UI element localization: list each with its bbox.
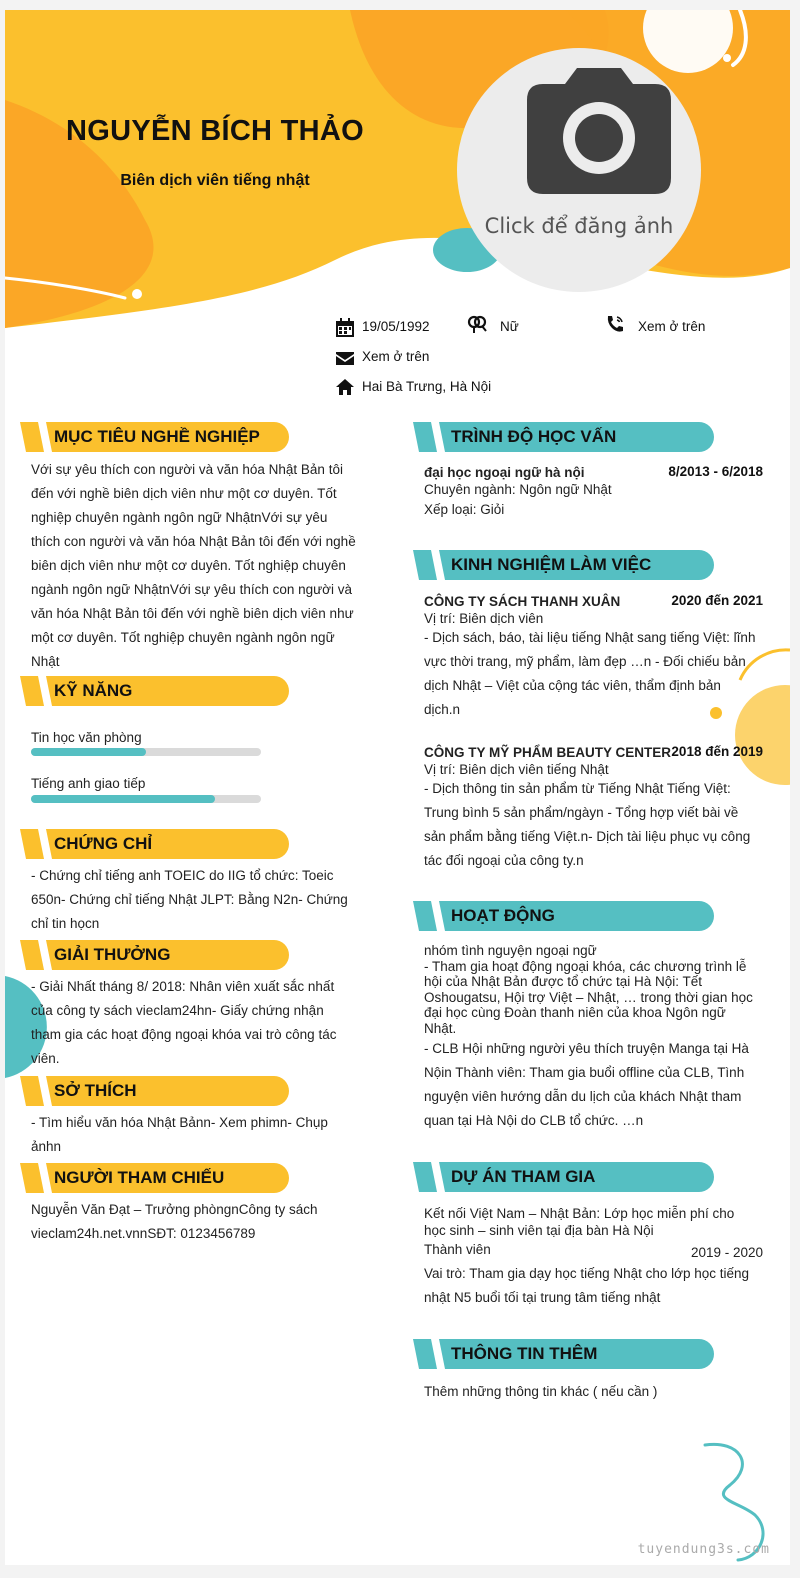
objective-header: [20, 422, 290, 452]
email-value: Xem ở trên: [362, 349, 430, 364]
certificates-title: CHỨNG CHỈ: [54, 834, 153, 853]
project-description: Vai trò: Tham gia dạy học tiếng Nhật cho lớp học tiếng nhật N5 buổi tối tại trung tâm tiếng nhật: [424, 1266, 750, 1305]
education-period: 8/2013 - 6/2018: [668, 464, 763, 479]
gender-icon: [467, 314, 487, 334]
email-icon: [335, 348, 355, 368]
activities-title: HOẠT ĐỘNG: [451, 906, 555, 925]
job-description: - Dịch thông tin sản phẩm từ Tiếng Nhật Tiếng Việt: Trung bình 5 sản phẩm/ngàyn - Tổng hợp viết bài về sản phẩm bằng tiếng Việt.n- Dịch tài liệu phục vụ công tác đối ngoại của công ty.n: [424, 781, 751, 868]
hobbies-header: [20, 1076, 290, 1106]
skill-bar: [31, 795, 261, 803]
projects-header: [413, 1162, 715, 1192]
skills-title: KỸ NĂNG: [54, 681, 133, 700]
gender-value: Nữ: [500, 319, 519, 334]
birthday-value: 19/05/1992: [362, 319, 430, 334]
photo-upload[interactable]: [457, 48, 701, 292]
home-icon: [335, 377, 355, 397]
cv-page: [5, 10, 790, 1565]
job-period: 2018 đến 2019: [671, 744, 763, 759]
experience-header: [413, 550, 715, 580]
job-period: 2020 đến 2021: [671, 593, 763, 608]
experience-title: KINH NGHIỆM LÀM VIỆC: [451, 555, 652, 574]
watermark: tuyendung3s.com: [637, 1542, 770, 1557]
education-header: [413, 422, 715, 452]
job-company: CÔNG TY SÁCH THANH XUÂN: [424, 594, 621, 609]
skill-name: Tiếng anh giao tiếp: [31, 776, 146, 791]
calendar-icon: [335, 318, 355, 338]
hobbies-title: SỞ THÍCH: [54, 1081, 137, 1100]
job-position: Vị trí: Biên dịch viên: [424, 611, 544, 626]
references-header: [20, 1163, 290, 1193]
projects-title: DỰ ÁN THAM GIA: [451, 1167, 596, 1186]
skill-name: Tin học văn phòng: [31, 730, 142, 745]
references-title: NGƯỜI THAM CHIẾU: [54, 1168, 225, 1187]
objective-title: MỤC TIÊU NGHỀ NGHIỆP: [54, 427, 260, 446]
phone-value: Xem ở trên: [638, 319, 706, 334]
activities-header: [413, 901, 715, 931]
candidate-name: NGUYỄN BÍCH THẢO: [65, 115, 365, 147]
candidate-job-title: Biên dịch viên tiếng nhật: [120, 172, 310, 189]
certificates-header: [20, 829, 290, 859]
job-description: - Dịch sách, báo, tài liệu tiếng Nhật sang tiếng Việt: lĩnh vực thời trang, mỹ phẩm, làm đẹp …n - Đối chiếu bản dịch Nhật – Việt của cộng tác viên, thẩm định bản dịch.n: [424, 630, 756, 717]
camera-icon: [527, 68, 671, 194]
awards-text: - Giải Nhất tháng 8/ 2018: Nhân viên xuất sắc nhất của công ty sách vieclam24hn- Giấy chứng nhận tham gia các hoạt động ngoại khóa vai trò công tác viên.: [31, 979, 337, 1066]
skill-bar-fill: [31, 795, 215, 803]
certificates-text: - Chứng chỉ tiếng anh TOEIC do IIG tổ chức: Toeic 650n- Chứng chỉ tiếng Nhật JLPT: Bằng N2n- Chứng chỉ tin họcn: [31, 868, 348, 931]
education-school: đại học ngoại ngữ hà nội: [424, 465, 585, 480]
education-title: TRÌNH ĐỘ HỌC VẤN: [451, 427, 617, 446]
references-text: Nguyễn Văn Đạt – Trưởng phòngnCông ty sách vieclam24h.net.vnnSĐT: 0123456789: [31, 1202, 318, 1241]
job-position: Vị trí: Biên dịch viên tiếng Nhật: [424, 762, 609, 777]
awards-header: [20, 940, 290, 970]
photo-upload-label: Click để đăng ảnh: [484, 214, 674, 238]
project-role: Thành viên: [424, 1242, 491, 1257]
skills-header: [20, 676, 290, 706]
skill-bar: [31, 748, 261, 756]
education-major: Chuyên ngành: Ngôn ngữ Nhật: [424, 482, 612, 497]
skill-bar-fill: [31, 748, 146, 756]
project-name: Kết nối Việt Nam – Nhật Bản: Lớp học miễn phí cho học sinh – sinh viên tại địa bàn Hà Nội: [424, 1206, 735, 1238]
awards-title: GIẢI THƯỞNG: [54, 945, 171, 964]
extra-info-header: [413, 1339, 715, 1369]
job-company: CÔNG TY MỸ PHẨM BEAUTY CENTER: [424, 745, 672, 760]
activities-text: nhóm tình nguyện ngoại ngữ - Tham gia hoạt động ngoại khóa, các chương trình lễ hội của Nhật Bản được tổ chức tại Hà Nội: Tết Oshougatsu, Hội trợ Việt – Nhật, … trong thời gian học đại học cùng Đoàn thanh niên của khoa Ngôn ngữ Nhật.: [424, 943, 753, 1036]
objective-text: Với sự yêu thích con người và văn hóa Nhật Bản tôi đến với nghề biên dịch viên như một cơ duyên. Tốt nghiệp chuyên ngành ngôn ngữ NhậtnVới sự yêu thích con người và văn hóa Nhật Bản tôi đến với nghề biên dịch viên như một cơ duyên. Tốt nghiệp chuyên ngành ngôn ngữ NhậtnVới sự yêu thích con người và văn hóa Nhật Bản tôi đến với nghề biên dịch viên như một cơ duyên. Tốt nghiệp chuyên ngành ngôn ngữ Nhật: [31, 462, 356, 669]
hobbies-text: - Tìm hiểu văn hóa Nhật Bảnn- Xem phimn- Chụp ảnhn: [31, 1115, 328, 1154]
address-value: Hai Bà Trưng, Hà Nội: [362, 379, 492, 394]
project-period: 2019 - 2020: [690, 1245, 763, 1260]
activities-club-text: - CLB Hội những người yêu thích truyện Manga tại Hà Nộin Thành viên: Tham gia buổi offline của CLB, Tình nguyện viên hướng dẫn du lịch của khách Nhật tham quan tại Hà Nội do CLB tổ chức. …n: [424, 1041, 749, 1128]
education-grade: Xếp loại: Giỏi: [424, 502, 505, 517]
extra-info-text: Thêm những thông tin khác ( nếu cần ): [424, 1384, 658, 1399]
phone-icon: [605, 314, 625, 334]
extra-info-title: THÔNG TIN THÊM: [451, 1344, 598, 1363]
